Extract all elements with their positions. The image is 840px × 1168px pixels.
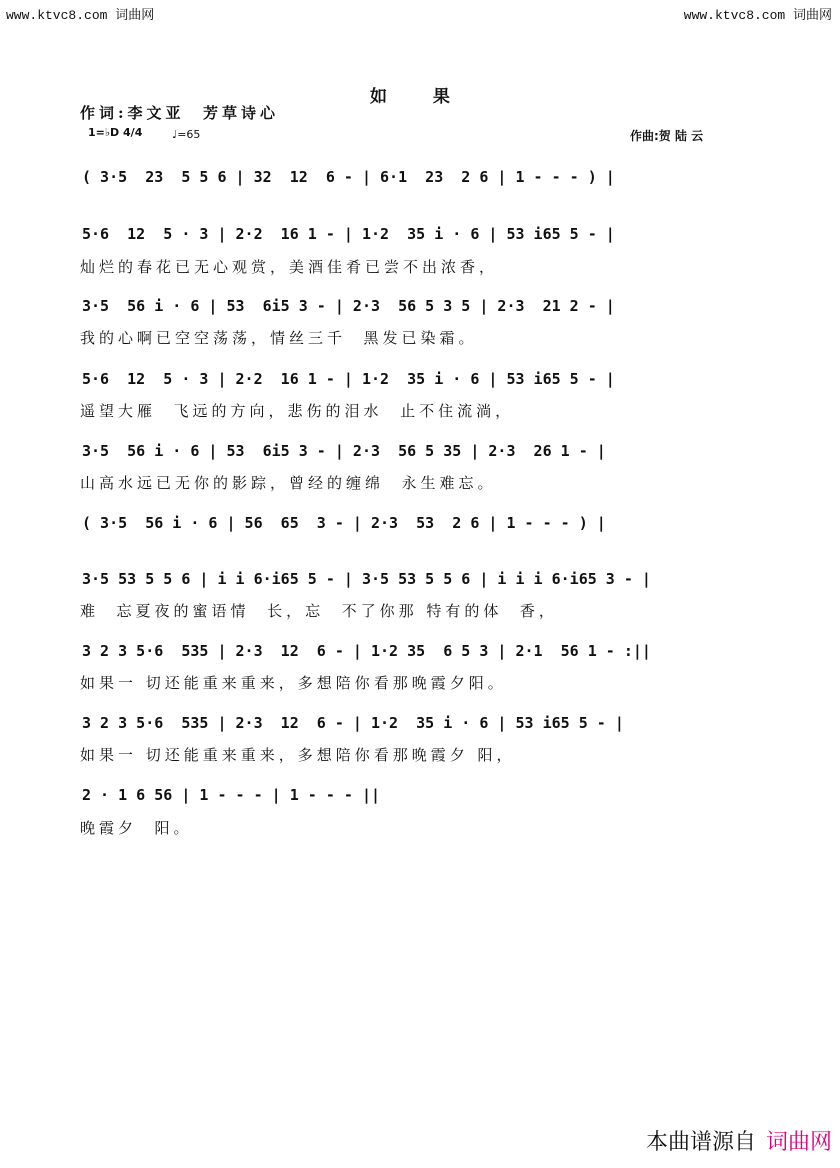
composer-credit: 作曲:贺 陆 云 bbox=[630, 129, 704, 143]
tempo-mark: ♩=65 bbox=[172, 128, 201, 141]
lyricist-credit: 作词:李文亚 芳草诗心 bbox=[80, 104, 279, 122]
footer-source bbox=[646, 1125, 832, 1156]
notation-line-6: ( 3·5 56 i · 6 | 56 65 3 - | 2·3 53 2 6 | 1 - - - ) | bbox=[82, 514, 606, 532]
key-signature: 1=♭D 4/4 bbox=[88, 126, 143, 139]
header-site-left: www.ktvc8.com 词曲网 bbox=[6, 8, 155, 23]
lyric-line-4: 山高水远已无你的影踪，曾经的缠绵 永生难忘。 bbox=[80, 474, 497, 492]
lyric-line-2: 我的心啊已空空荡荡，情丝三千 黑发已染霜。 bbox=[80, 329, 478, 347]
header-site-right: www.ktvc8.com 词曲网 bbox=[683, 8, 832, 23]
notation-line-8: 3 2 3 5·6 535 | 2·3 12 6 - | 1·2 35 6 5 3 | 2·1 56 1 - :|| bbox=[82, 642, 651, 660]
lyric-line-1: 灿烂的春花已无心观赏，美酒佳肴已尝不出浓香， bbox=[80, 258, 499, 276]
notation-line-4: 5·6 12 5 · 3 | 2·2 16 1 - | 1·2 35 i · 6 | 53 i65 5 - | bbox=[82, 370, 615, 388]
footer-site-link[interactable]: 词曲网 bbox=[765, 1130, 832, 1155]
notation-line-10: 2 · 1 6 56 | 1 - - - | 1 - - - || bbox=[82, 786, 381, 804]
notation-line-2: 5·6 12 5 · 3 | 2·2 16 1 - | 1·2 35 i · 6 | 53 i65 5 - | bbox=[82, 225, 615, 243]
notation-line-7: 3·5 53 5 5 6 | i i 6·i65 5 - | 3·5 53 5 5 6 | i i i 6·i65 3 - | bbox=[82, 570, 651, 588]
lyric-line-5: 难 忘夏夜的蜜语情 长，忘 不了你那 特有的体 香， bbox=[80, 602, 558, 620]
notation-line-9: 3 2 3 5·6 535 | 2·3 12 6 - | 1·2 35 i · 6 | 53 i65 5 - | bbox=[82, 714, 624, 732]
song-title: 如 果 bbox=[370, 87, 470, 107]
notation-line-1: ( 3·5 23 5 5 6 | 32 12 6 - | 6·1 23 2 6 | 1 - - - ) | bbox=[82, 168, 615, 186]
lyric-line-6: 如果一 切还能重来重来，多想陪你看那晚霞夕阳。 bbox=[80, 674, 507, 692]
lyric-line-3: 遥望大雁 飞远的方向，悲伤的泪水 止不住流淌， bbox=[80, 402, 515, 420]
notation-line-3: 3·5 56 i · 6 | 53 6i5 3 - | 2·3 56 5 3 5 | 2·3 21 2 - | bbox=[82, 297, 615, 315]
lyric-line-8: 晚霞夕 阳。 bbox=[80, 819, 193, 837]
lyric-line-7: 如果一 切还能重来重来，多想陪你看那晚霞夕 阳， bbox=[80, 746, 516, 764]
notation-line-5: 3·5 56 i · 6 | 53 6i5 3 - | 2·3 56 5 35 | 2·3 26 1 - | bbox=[82, 442, 606, 460]
footer-source-text: 本曲谱源自 bbox=[645, 1130, 756, 1155]
